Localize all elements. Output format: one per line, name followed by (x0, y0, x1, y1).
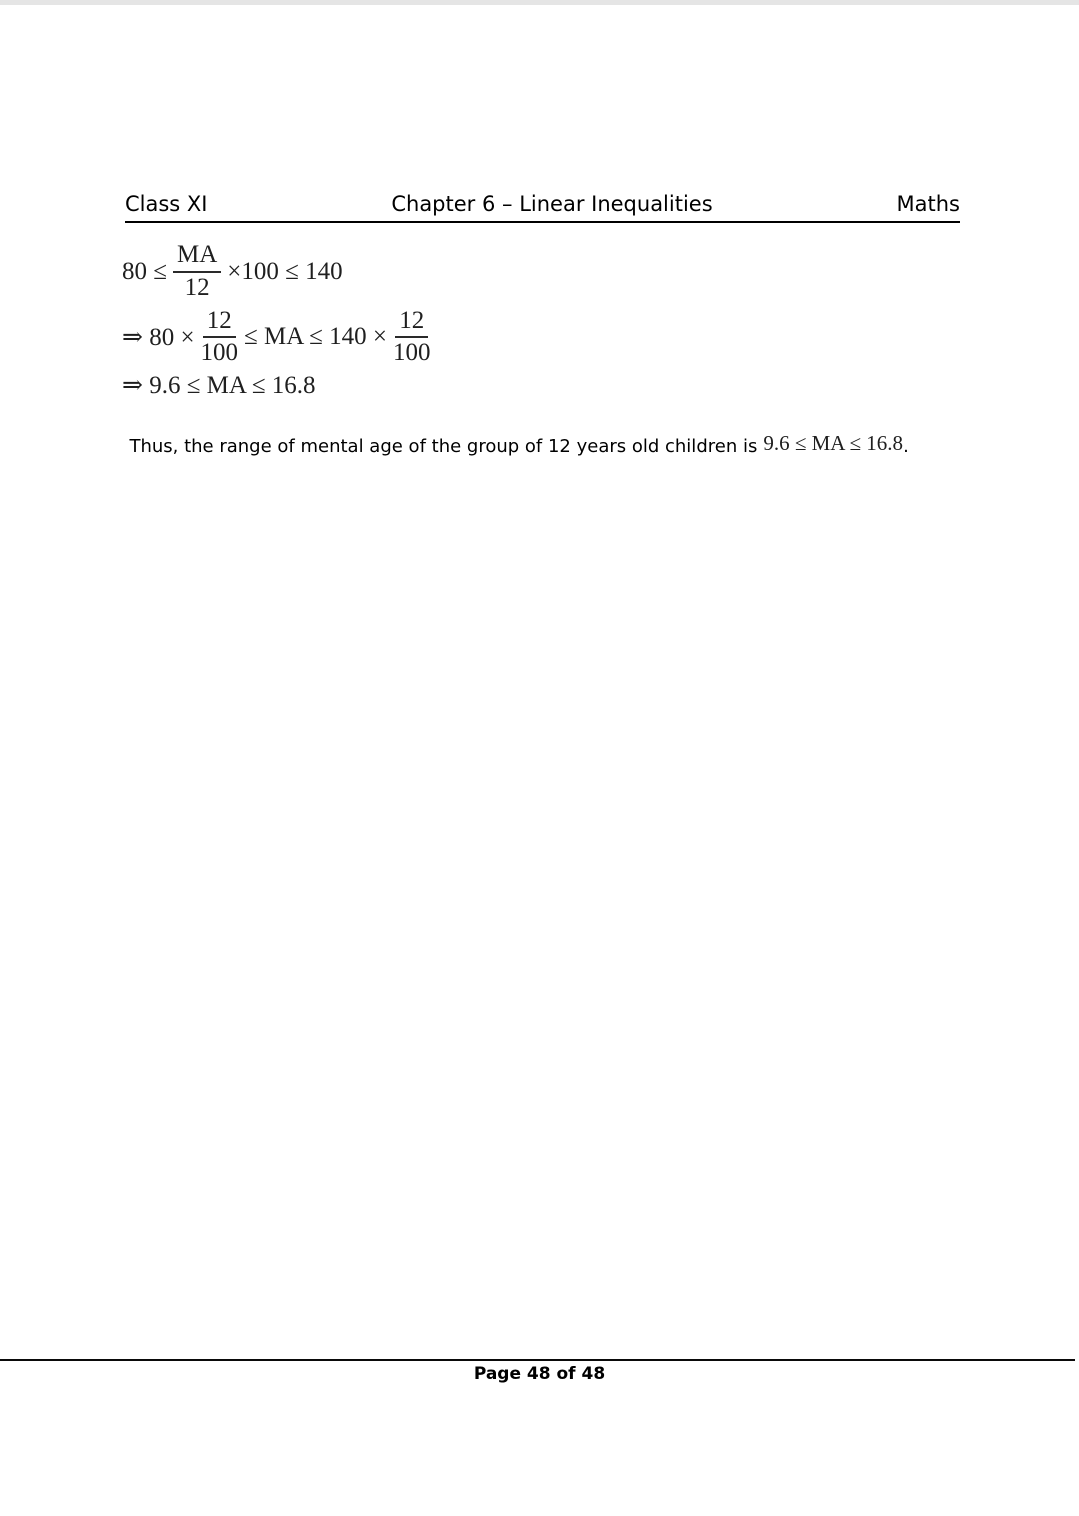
equation-line-2 (122, 307, 437, 369)
solution-equations (122, 241, 437, 405)
page-number-label: Page 48 of 48 (473, 1364, 606, 1384)
fraction-numerator: 12 (203, 307, 236, 339)
equation-line-1 (122, 241, 437, 303)
equation2-fraction-1 (201, 307, 239, 369)
fraction-denominator: 100 (200, 339, 239, 367)
equation3-text: ⇒ 9.6 ≤ MA ≤ 16.8 (122, 372, 316, 399)
header-subject-label: Maths (896, 192, 960, 216)
fraction-numerator: MA (173, 241, 221, 273)
document-header (125, 192, 960, 223)
fraction-denominator: 12 (184, 273, 210, 301)
fraction-denominator: 100 (393, 339, 431, 367)
footer-divider (0, 1359, 1075, 1361)
conclusion-text: Thus, the range of mental age of the group of 12 years old children is (129, 436, 758, 457)
equation1-lead: 80 ≤ (122, 257, 167, 285)
header-chapter-title: Chapter 6 – Linear Inequalities (391, 192, 713, 216)
conclusion-period: . (903, 436, 909, 457)
page-top-strip (0, 0, 1079, 5)
equation2-fraction-2 (393, 307, 431, 369)
conclusion-inline-math: 9.6 ≤ MA ≤ 16.8 (763, 431, 904, 455)
equation2-middle: ≤ MA ≤ 140 × (244, 323, 387, 351)
header-class-label: Class XI (125, 192, 208, 216)
equation1-tail: ×100 ≤ 140 (227, 257, 343, 285)
fraction-numerator: 12 (395, 307, 428, 339)
equation-line-3 (122, 372, 437, 401)
conclusion-sentence (118, 403, 909, 462)
equation2-lead: ⇒ 80 × (122, 324, 195, 352)
equation1-fraction (173, 241, 221, 303)
